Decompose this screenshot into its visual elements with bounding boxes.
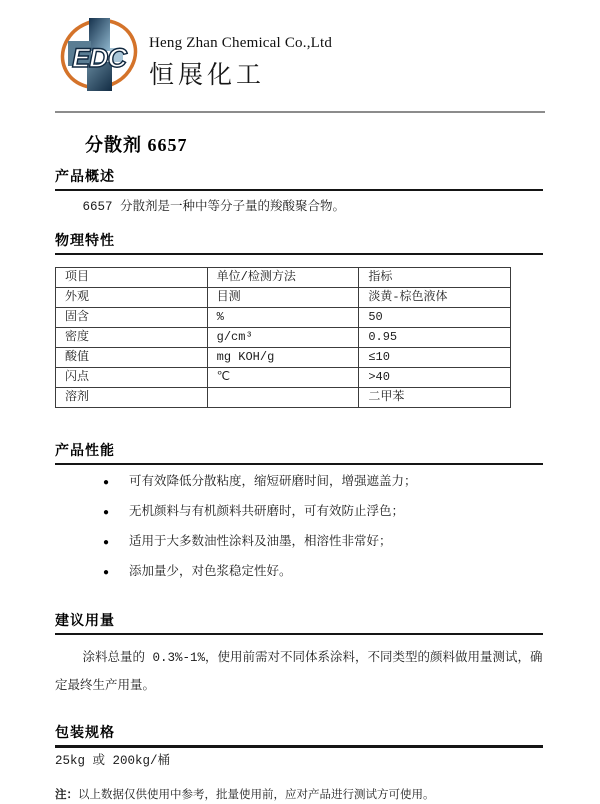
cell-unit: g/cm³	[207, 328, 359, 348]
packaging-heading: 包装规格	[55, 722, 543, 748]
physical-properties-table	[55, 267, 511, 408]
cell-property: 外观	[56, 288, 208, 308]
table-row	[56, 288, 511, 308]
table-row	[56, 328, 511, 348]
dosage-heading: 建议用量	[55, 610, 543, 635]
cell-unit	[207, 388, 359, 408]
cell-value: 50	[359, 308, 511, 328]
section-performance	[55, 440, 543, 582]
list-item: ● 可有效降低分散粘度，缩短研磨时间，增强遮盖力；	[103, 473, 543, 492]
performance-heading: 产品性能	[55, 440, 543, 465]
company-names	[149, 14, 332, 91]
cell-value: 0.95	[359, 328, 511, 348]
table-header-row	[56, 268, 511, 288]
company-name-english: Heng Zhan Chemical Co.,Ltd	[149, 35, 333, 51]
section-overview	[55, 166, 543, 216]
company-logo	[58, 14, 140, 96]
overview-body: 6657 分散剂是一种中等分子量的羧酸聚合物。	[82, 200, 346, 214]
column-header-item: 项目	[56, 268, 208, 288]
section-physical-properties	[55, 230, 543, 408]
dosage-body: 涂料总量的 0.3%-1%，使用前需对不同体系涂料，不同类型的颜料做用量测试，确定最终生产用量。	[55, 651, 543, 693]
table-row	[56, 368, 511, 388]
table-row	[56, 308, 511, 328]
product-title: 分散剂 6657	[85, 135, 188, 155]
cell-unit: ℃	[207, 368, 359, 388]
cell-unit: 目测	[207, 288, 359, 308]
company-header	[0, 0, 600, 96]
header-divider	[55, 111, 545, 113]
footnote-text: 以上数据仅供使用中参考，批量使用前，应对产品进行测试方可使用。	[78, 789, 435, 802]
performance-bullet-list	[103, 473, 543, 582]
cell-unit: %	[207, 308, 359, 328]
cell-unit: mg KOH/g	[207, 348, 359, 368]
section-dosage	[55, 610, 543, 700]
cell-value: ≤10	[359, 348, 511, 368]
cell-property: 密度	[56, 328, 208, 348]
overview-heading: 产品概述	[55, 166, 543, 191]
cell-property: 溶剂	[56, 388, 208, 408]
list-item: ● 适用于大多数油性涂料及油墨，相溶性非常好；	[103, 533, 543, 552]
cell-value: >40	[359, 368, 511, 388]
column-header-unit-method: 单位/检测方法	[207, 268, 359, 288]
list-item: ● 无机颜料与有机颜料共研磨时，可有效防止浮色；	[103, 503, 543, 522]
logo-text: EDC	[71, 43, 127, 73]
packaging-body: 25kg 或 200kg/桶	[55, 754, 171, 768]
section-packaging	[55, 722, 543, 770]
cell-property: 酸值	[56, 348, 208, 368]
table-row	[56, 348, 511, 368]
footnote-label: 注：	[55, 789, 78, 802]
cell-property: 闪点	[56, 368, 208, 388]
column-header-spec: 指标	[359, 268, 511, 288]
physical-properties-heading: 物理特性	[55, 230, 543, 255]
cell-property: 固含	[56, 308, 208, 328]
list-item: ● 添加量少，对色浆稳定性好。	[103, 563, 543, 582]
company-name-chinese: 恒展化工	[149, 62, 266, 89]
table-row	[56, 388, 511, 408]
cell-value: 淡黄-棕色液体	[359, 288, 511, 308]
footnote	[55, 787, 543, 804]
cell-value: 二甲苯	[359, 388, 511, 408]
